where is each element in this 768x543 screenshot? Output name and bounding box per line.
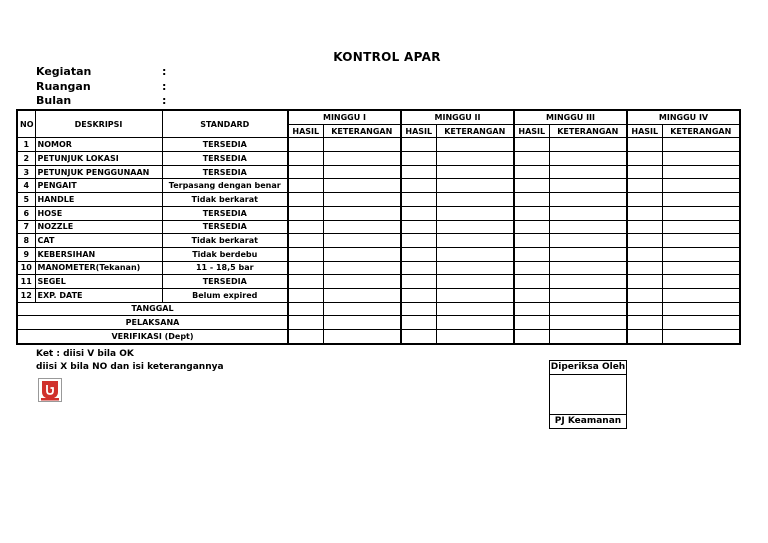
header-hasil: HASIL (401, 124, 436, 138)
cell-hasil-week-1[interactable] (288, 220, 323, 234)
cell-keterangan-week-2[interactable] (436, 288, 514, 302)
meta-block (36, 65, 166, 109)
cell-deskripsi: PETUNJUK PENGGUNAAN (35, 165, 162, 179)
cell-keterangan-week-3[interactable] (549, 193, 627, 207)
header-row-1 (17, 110, 740, 124)
table-row (17, 247, 740, 261)
footer-keterangan-week-3[interactable] (549, 316, 627, 330)
cell-hasil-week-1[interactable] (288, 234, 323, 248)
cell-no: 11 (17, 275, 35, 289)
cell-deskripsi: NOMOR (35, 138, 162, 152)
table-row (17, 234, 740, 248)
cell-standard: Tidak berkarat (162, 193, 288, 207)
cell-deskripsi: CAT (35, 234, 162, 248)
cell-hasil-week-4[interactable] (627, 138, 662, 152)
footer-hasil-week-2[interactable] (401, 302, 436, 316)
footer-hasil-week-2[interactable] (401, 330, 436, 344)
footer-hasil-week-1[interactable] (288, 302, 323, 316)
cell-hasil-week-2[interactable] (401, 220, 436, 234)
meta-colon: : (162, 65, 167, 78)
cell-keterangan-week-4[interactable] (662, 165, 740, 179)
meta-ruangan (36, 80, 166, 95)
footer-row (17, 330, 740, 344)
cell-hasil-week-4[interactable] (627, 165, 662, 179)
cell-keterangan-week-2[interactable] (436, 206, 514, 220)
cell-keterangan-week-1[interactable] (323, 288, 401, 302)
footer-keterangan-week-4[interactable] (662, 316, 740, 330)
cell-standard: Tidak berdebu (162, 247, 288, 261)
cell-no: 10 (17, 261, 35, 275)
cell-hasil-week-3[interactable] (514, 288, 549, 302)
table-row (17, 220, 740, 234)
cell-standard: Terpasang dengan benar (162, 179, 288, 193)
cell-keterangan-week-4[interactable] (662, 247, 740, 261)
cell-hasil-week-2[interactable] (401, 247, 436, 261)
cell-hasil-week-2[interactable] (401, 152, 436, 166)
legend-line-2: diisi X bila NO dan isi keterangannya (36, 362, 224, 372)
cell-keterangan-week-1[interactable] (323, 261, 401, 275)
footer-row (17, 302, 740, 316)
header-keterangan: KETERANGAN (662, 124, 740, 138)
cell-no: 2 (17, 152, 35, 166)
cell-keterangan-week-3[interactable] (549, 234, 627, 248)
cell-keterangan-week-2[interactable] (436, 152, 514, 166)
cell-keterangan-week-3[interactable] (549, 138, 627, 152)
cell-hasil-week-2[interactable] (401, 234, 436, 248)
cell-hasil-week-4[interactable] (627, 288, 662, 302)
meta-label: Kegiatan (36, 65, 92, 78)
cell-keterangan-week-1[interactable] (323, 206, 401, 220)
cell-keterangan-week-2[interactable] (436, 234, 514, 248)
cell-hasil-week-1[interactable] (288, 275, 323, 289)
cell-deskripsi: KEBERSIHAN (35, 247, 162, 261)
header-hasil: HASIL (514, 124, 549, 138)
cell-keterangan-week-4[interactable] (662, 261, 740, 275)
cell-keterangan-week-1[interactable] (323, 275, 401, 289)
cell-keterangan-week-4[interactable] (662, 179, 740, 193)
footer-label: TANGGAL (17, 302, 288, 316)
cell-keterangan-week-3[interactable] (549, 152, 627, 166)
cell-no: 8 (17, 234, 35, 248)
cell-hasil-week-3[interactable] (514, 234, 549, 248)
cell-keterangan-week-4[interactable] (662, 152, 740, 166)
footer-hasil-week-3[interactable] (514, 302, 549, 316)
cell-hasil-week-2[interactable] (401, 138, 436, 152)
table-row (17, 288, 740, 302)
cell-hasil-week-3[interactable] (514, 165, 549, 179)
table-row (17, 152, 740, 166)
footer-label: PELAKSANA (17, 316, 288, 330)
cell-no: 1 (17, 138, 35, 152)
header-week-2: MINGGU II (401, 110, 514, 124)
meta-colon: : (162, 94, 167, 107)
meta-label: Ruangan (36, 79, 91, 93)
cell-keterangan-week-4[interactable] (662, 206, 740, 220)
table-row (17, 206, 740, 220)
meta-label: Bulan (36, 94, 72, 107)
cell-hasil-week-1[interactable] (288, 261, 323, 275)
cell-keterangan-week-1[interactable] (323, 247, 401, 261)
footer-hasil-week-1[interactable] (288, 330, 323, 344)
cell-hasil-week-4[interactable] (627, 234, 662, 248)
cell-hasil-week-1[interactable] (288, 247, 323, 261)
cell-hasil-week-1[interactable] (288, 206, 323, 220)
cell-hasil-week-4[interactable] (627, 179, 662, 193)
cell-hasil-week-1[interactable] (288, 193, 323, 207)
cell-hasil-week-2[interactable] (401, 206, 436, 220)
cell-hasil-week-4[interactable] (627, 206, 662, 220)
cell-keterangan-week-3[interactable] (549, 247, 627, 261)
footer-hasil-week-3[interactable] (514, 330, 549, 344)
footer-keterangan-week-3[interactable] (549, 302, 627, 316)
cell-hasil-week-1[interactable] (288, 138, 323, 152)
footer-hasil-week-4[interactable] (627, 302, 662, 316)
cell-keterangan-week-2[interactable] (436, 138, 514, 152)
cell-deskripsi: HOSE (35, 206, 162, 220)
footer-keterangan-week-4[interactable] (662, 330, 740, 344)
footer-hasil-week-2[interactable] (401, 316, 436, 330)
header-hasil: HASIL (288, 124, 323, 138)
cell-keterangan-week-2[interactable] (436, 247, 514, 261)
cell-hasil-week-3[interactable] (514, 138, 549, 152)
cell-standard: TERSEDIA (162, 206, 288, 220)
cell-no: 4 (17, 179, 35, 193)
cell-hasil-week-3[interactable] (514, 152, 549, 166)
cell-hasil-week-3[interactable] (514, 193, 549, 207)
cell-keterangan-week-2[interactable] (436, 193, 514, 207)
cell-keterangan-week-4[interactable] (662, 138, 740, 152)
footer-hasil-week-1[interactable] (288, 316, 323, 330)
cell-keterangan-week-3[interactable] (549, 275, 627, 289)
footer-keterangan-week-3[interactable] (549, 330, 627, 344)
cell-hasil-week-3[interactable] (514, 261, 549, 275)
cell-standard: TERSEDIA (162, 152, 288, 166)
cell-deskripsi: SEGEL (35, 275, 162, 289)
cell-no: 7 (17, 220, 35, 234)
cell-hasil-week-3[interactable] (514, 220, 549, 234)
cell-hasil-week-1[interactable] (288, 165, 323, 179)
footer-keterangan-week-1[interactable] (323, 302, 401, 316)
cell-keterangan-week-1[interactable] (323, 193, 401, 207)
cell-no: 9 (17, 247, 35, 261)
cell-hasil-week-4[interactable] (627, 193, 662, 207)
footer-keterangan-week-2[interactable] (436, 302, 514, 316)
table-row (17, 275, 740, 289)
cell-no: 5 (17, 193, 35, 207)
header-week-3: MINGGU III (514, 110, 627, 124)
cell-keterangan-week-4[interactable] (662, 275, 740, 289)
cell-no: 3 (17, 165, 35, 179)
meta-bulan (36, 94, 166, 109)
footer-keterangan-week-2[interactable] (436, 330, 514, 344)
legend-line-1: Ket : diisi V bila OK (36, 349, 134, 359)
cell-keterangan-week-2[interactable] (436, 220, 514, 234)
cell-hasil-week-2[interactable] (401, 288, 436, 302)
cell-hasil-week-4[interactable] (627, 247, 662, 261)
table-row (17, 165, 740, 179)
cell-keterangan-week-4[interactable] (662, 193, 740, 207)
cell-standard: Tidak berkarat (162, 234, 288, 248)
table-row (17, 179, 740, 193)
company-logo-icon (38, 378, 62, 402)
cell-standard: TERSEDIA (162, 220, 288, 234)
meta-colon: : (162, 79, 167, 93)
cell-hasil-week-3[interactable] (514, 179, 549, 193)
cell-hasil-week-2[interactable] (401, 179, 436, 193)
signature-footer: PJ Keamanan (550, 414, 626, 428)
cell-deskripsi: NOZZLE (35, 220, 162, 234)
cell-no: 12 (17, 288, 35, 302)
cell-keterangan-week-1[interactable] (323, 179, 401, 193)
cell-deskripsi: HANDLE (35, 193, 162, 207)
table-row (17, 138, 740, 152)
cell-standard: TERSEDIA (162, 165, 288, 179)
footer-hasil-week-3[interactable] (514, 316, 549, 330)
cell-hasil-week-2[interactable] (401, 275, 436, 289)
header-keterangan: KETERANGAN (549, 124, 627, 138)
footer-keterangan-week-1[interactable] (323, 316, 401, 330)
cell-keterangan-week-4[interactable] (662, 220, 740, 234)
cell-deskripsi: PETUNJUK LOKASI (35, 152, 162, 166)
cell-keterangan-week-3[interactable] (549, 165, 627, 179)
table-row (17, 193, 740, 207)
page-title: KONTROL APAR (333, 50, 441, 64)
cell-keterangan-week-1[interactable] (323, 138, 401, 152)
cell-hasil-week-1[interactable] (288, 288, 323, 302)
cell-keterangan-week-3[interactable] (549, 179, 627, 193)
header-hasil: HASIL (627, 124, 662, 138)
cell-deskripsi: EXP. DATE (35, 288, 162, 302)
cell-keterangan-week-2[interactable] (436, 261, 514, 275)
footer-hasil-week-4[interactable] (627, 316, 662, 330)
header-keterangan: KETERANGAN (323, 124, 401, 138)
cell-keterangan-week-2[interactable] (436, 179, 514, 193)
cell-keterangan-week-4[interactable] (662, 288, 740, 302)
cell-standard: 11 - 18,5 bar (162, 261, 288, 275)
header-deskripsi: DESKRIPSI (35, 110, 162, 138)
cell-hasil-week-2[interactable] (401, 261, 436, 275)
header-week-4: MINGGU IV (627, 110, 740, 124)
cell-keterangan-week-3[interactable] (549, 220, 627, 234)
cell-keterangan-week-1[interactable] (323, 152, 401, 166)
cell-hasil-week-2[interactable] (401, 165, 436, 179)
cell-keterangan-week-1[interactable] (323, 220, 401, 234)
header-no: NO (17, 110, 35, 138)
cell-keterangan-week-1[interactable] (323, 234, 401, 248)
cell-standard: TERSEDIA (162, 138, 288, 152)
cell-hasil-week-1[interactable] (288, 179, 323, 193)
cell-hasil-week-3[interactable] (514, 275, 549, 289)
cell-deskripsi: PENGAIT (35, 179, 162, 193)
cell-hasil-week-1[interactable] (288, 152, 323, 166)
cell-hasil-week-4[interactable] (627, 220, 662, 234)
cell-keterangan-week-2[interactable] (436, 165, 514, 179)
table-row (17, 261, 740, 275)
inspection-table (16, 109, 741, 345)
cell-hasil-week-3[interactable] (514, 206, 549, 220)
signature-box (549, 360, 627, 429)
signature-header: Diperiksa Oleh (550, 361, 626, 375)
footer-keterangan-week-2[interactable] (436, 316, 514, 330)
cell-standard: TERSEDIA (162, 275, 288, 289)
cell-keterangan-week-2[interactable] (436, 275, 514, 289)
cell-keterangan-week-3[interactable] (549, 206, 627, 220)
cell-deskripsi: MANOMETER(Tekanan) (35, 261, 162, 275)
footer-hasil-week-4[interactable] (627, 330, 662, 344)
header-keterangan: KETERANGAN (436, 124, 514, 138)
meta-kegiatan (36, 65, 166, 80)
header-standard: STANDARD (162, 110, 288, 138)
footer-row (17, 316, 740, 330)
cell-hasil-week-4[interactable] (627, 261, 662, 275)
cell-keterangan-week-3[interactable] (549, 261, 627, 275)
cell-standard: Belum expired (162, 288, 288, 302)
footer-keterangan-week-1[interactable] (323, 330, 401, 344)
cell-hasil-week-4[interactable] (627, 152, 662, 166)
cell-keterangan-week-3[interactable] (549, 288, 627, 302)
cell-hasil-week-3[interactable] (514, 247, 549, 261)
footer-label: VERIFIKASI (Dept) (17, 330, 288, 344)
header-week-1: MINGGU I (288, 110, 401, 124)
footer-keterangan-week-4[interactable] (662, 302, 740, 316)
cell-no: 6 (17, 206, 35, 220)
cell-hasil-week-2[interactable] (401, 193, 436, 207)
cell-hasil-week-4[interactable] (627, 275, 662, 289)
cell-keterangan-week-4[interactable] (662, 234, 740, 248)
legend-note (36, 348, 224, 374)
cell-keterangan-week-1[interactable] (323, 165, 401, 179)
